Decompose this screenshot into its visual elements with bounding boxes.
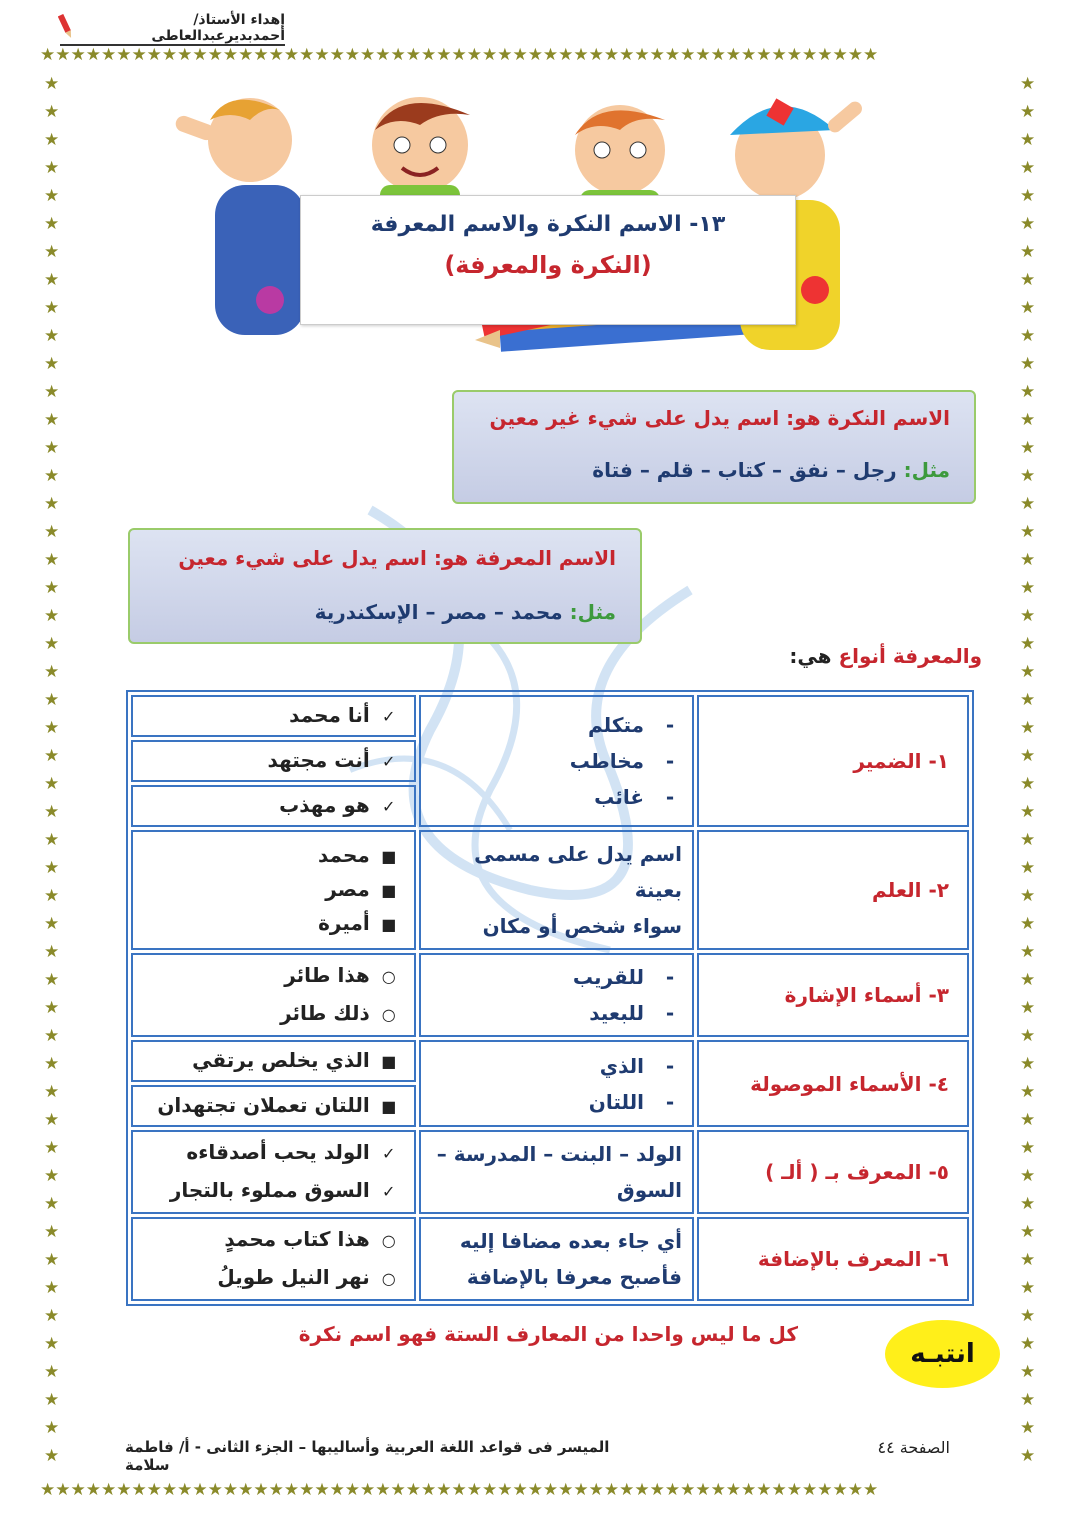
marifa-example: مثل: محمد – مصر – الإسكندرية: [314, 600, 616, 624]
footer-page-number: الصفحة ٤٤: [877, 1438, 950, 1457]
type-name: ٤- الأسماء الموصولة: [697, 1040, 969, 1127]
table-row: [131, 1217, 969, 1301]
lesson-title-card: [300, 195, 796, 325]
marifa-definition-scroll: [128, 528, 642, 644]
table-row: [131, 1040, 969, 1127]
table-row: [131, 830, 969, 950]
type-name: ٣- أسماء الإشارة: [697, 953, 969, 1037]
table-row: [131, 953, 969, 1037]
checkmark-icon: ✓: [382, 707, 396, 726]
star-border-bottom: ★★★★★★★★★★★★★★★★★★★★★★★★★★★★★★★★★★★★★★★★★★★★★★★★★★★★★★★: [40, 1482, 879, 1499]
square-bullet-icon: ■: [381, 1097, 397, 1116]
type-description: الولد – البنت – المدرسة – السوق: [419, 1130, 694, 1214]
circle-bullet-icon: ○: [381, 1231, 396, 1250]
checkmark-icon: ✓: [382, 752, 396, 771]
attention-badge: انتبـه: [885, 1320, 1000, 1388]
footer-book-title: الميسر فى قواعد اللغة العربية وأساليبها – الجزء الثانى - أ/ فاطمة سلامة: [125, 1438, 610, 1474]
type-name: ٦- المعرف بالإضافة: [697, 1217, 969, 1301]
type-name: ٥- المعرف بـ ( ألـ ): [697, 1130, 969, 1214]
circle-bullet-icon: ○: [381, 967, 396, 986]
pen-icon: [58, 14, 74, 40]
nakira-example: مثل: رجل – نفق – كتاب – قلم – فتاة: [592, 458, 950, 482]
table-row: [131, 695, 969, 827]
star-border-right: ★★★★★★★★★★★★★★★★★★★★★★★★★★★★★★★★★★★★★★★★★★★★★★★★★★: [1020, 74, 1036, 1466]
circle-bullet-icon: ○: [381, 1005, 396, 1024]
type-examples: ■الذي يخلص يرتقي ■اللتان تعملان تجتهدان: [131, 1040, 416, 1127]
type-examples: ✓الولد يحب أصدقاءه ✓السوق مملوء بالتجار: [131, 1130, 416, 1214]
type-examples: ○هذا طائر ○ذلك طائر: [131, 953, 416, 1037]
square-bullet-icon: ■: [381, 915, 397, 934]
checkmark-icon: ✓: [382, 1144, 396, 1163]
dedication-text: إهداء الأستاذ/أحمدبديرعبدالعاطى: [151, 12, 285, 44]
marifa-types-table: [126, 690, 974, 1306]
type-description: -للقريب -للبعيد: [419, 953, 694, 1037]
types-intro: والمعرفة أنواع هي:: [789, 644, 982, 668]
type-description: -متكلم -مخاطب -غائب: [419, 695, 694, 827]
type-examples: ○هذا كتاب محمدٍ ○نهر النيل طويلُ: [131, 1217, 416, 1301]
type-examples: ■محمد ■مصر ■أميرة: [131, 830, 416, 950]
type-name: ١- الضمير: [697, 695, 969, 827]
rule-note: كل ما ليس واحدا من المعارف الستة فهو اسم نكرة: [298, 1322, 798, 1346]
checkmark-icon: ✓: [382, 797, 396, 816]
lesson-title: ١٣- الاسم النكرة والاسم المعرفة: [370, 212, 726, 237]
type-examples: ✓أنا محمد ✓أنت مجتهد ✓هو مهذب: [131, 695, 416, 827]
checkmark-icon: ✓: [382, 1182, 396, 1201]
type-name: ٢- العلم: [697, 830, 969, 950]
nakira-definition-scroll: [452, 390, 976, 504]
circle-bullet-icon: ○: [381, 1269, 396, 1288]
nakira-definition: الاسم النكرة هو: اسم يدل على شيء غير معين: [489, 406, 950, 430]
dedication-header: [60, 12, 285, 46]
square-bullet-icon: ■: [381, 881, 397, 900]
table-row: [131, 1130, 969, 1214]
star-border-left: ★★★★★★★★★★★★★★★★★★★★★★★★★★★★★★★★★★★★★★★★★★★★★★★★★★: [44, 74, 60, 1466]
type-description: اسم يدل على مسمى بعينة سواء شخص أو مكان: [419, 830, 694, 950]
lesson-subtitle: (النكرة والمعرفة): [444, 251, 652, 279]
girl-character-icon: [173, 98, 305, 335]
type-description: -الذي -اللتان: [419, 1040, 694, 1127]
square-bullet-icon: ■: [381, 1052, 397, 1071]
type-description: أي جاء بعده مضافا إليه فأصبح معرفا بالإضافة: [419, 1217, 694, 1301]
marifa-definition: الاسم المعرفة هو: اسم يدل على شيء معين: [178, 546, 616, 570]
star-border-top: ★★★★★★★★★★★★★★★★★★★★★★★★★★★★★★★★★★★★★★★★★★★★★★★★★★★★★★★: [40, 47, 879, 64]
square-bullet-icon: ■: [381, 847, 397, 866]
